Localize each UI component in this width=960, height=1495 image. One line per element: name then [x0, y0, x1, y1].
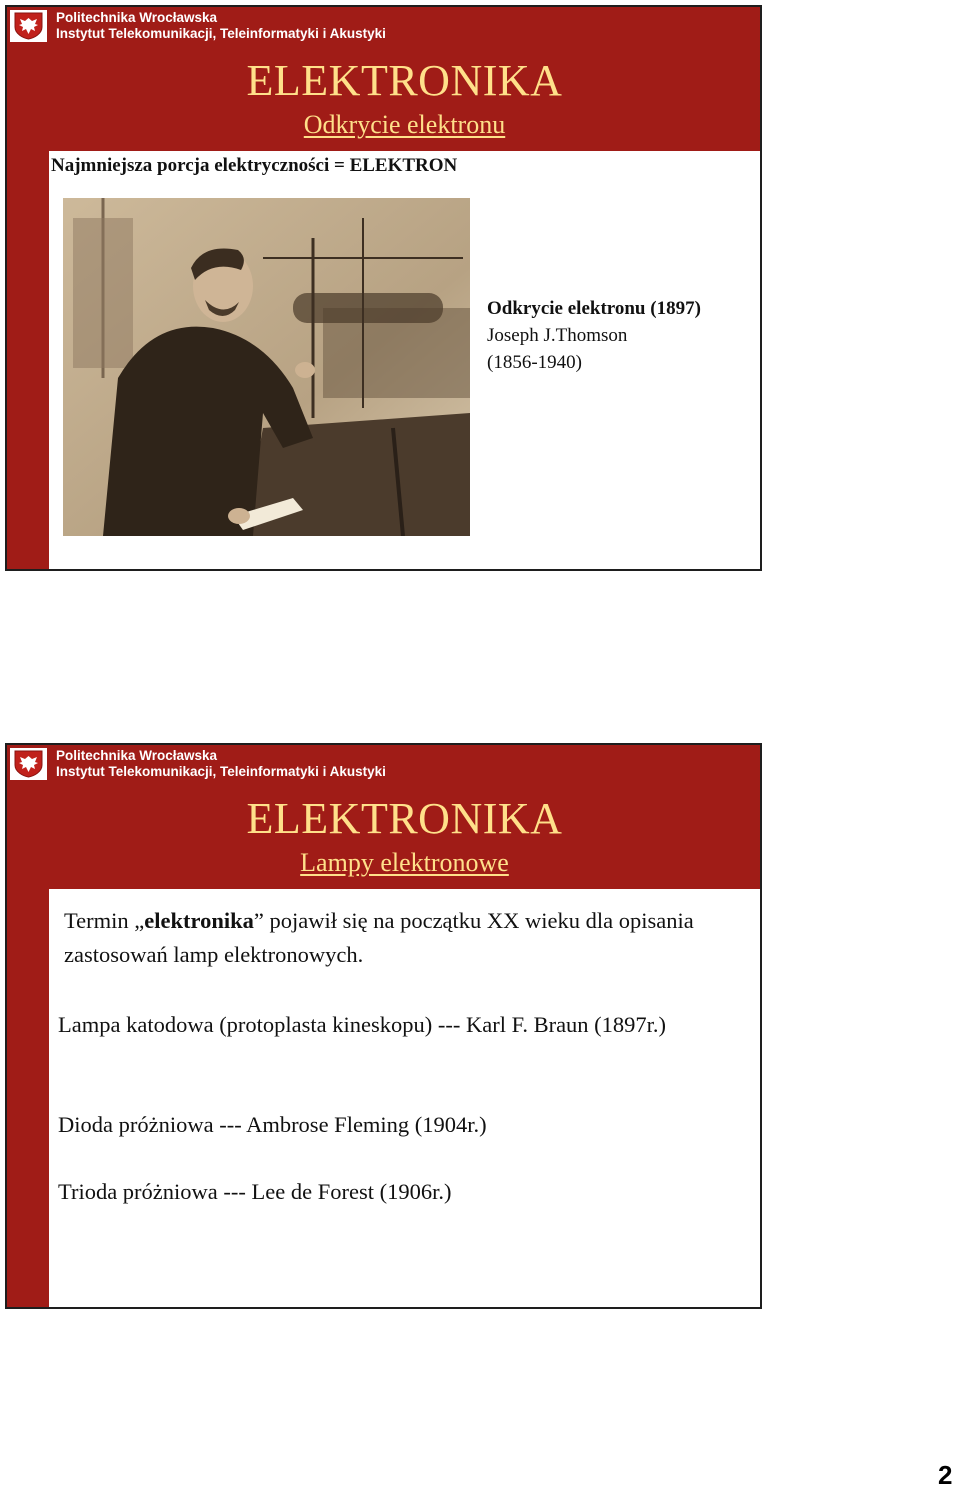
term-highlight: elektronika [144, 908, 254, 933]
paragraph-vacuum-diode: Dioda próżniowa --- Ambrose Fleming (1904r.) [58, 1112, 487, 1137]
slide-subtitle: Odkrycie elektronu [303, 110, 506, 139]
paragraph-term-definition [64, 904, 724, 972]
slide-header-bar [7, 745, 760, 782]
lead-statement: Najmniejsza porcja elektryczności = ELEKTRON [51, 155, 458, 176]
slide-title: ELEKTRONIKA [246, 794, 563, 843]
caption-discovery: Odkrycie elektronu (1897) [487, 298, 701, 319]
eagle-crest-icon [14, 750, 43, 778]
university-logo [10, 748, 47, 780]
eagle-crest-icon [14, 12, 43, 40]
university-name: Politechnika Wrocławska [56, 10, 218, 25]
institute-name: Instytut Telekomunikacji, Teleinformatyki i Akustyki [56, 764, 386, 779]
university-name: Politechnika Wrocławska [56, 748, 218, 763]
slide-header-bar [7, 7, 760, 44]
page-number: 2 [938, 1460, 953, 1490]
slide-sidebar [7, 745, 49, 1307]
caption-years: (1856-1940) [487, 352, 582, 373]
slide-sidebar [7, 7, 49, 569]
slide-subtitle: Lampy elektronowe [300, 848, 509, 877]
photo-caption [487, 295, 701, 376]
thomson-photo [63, 198, 470, 536]
paragraph-cathode-tube: Lampa katodowa (protoplasta kineskopu) --- Karl F. Braun (1897r.) [58, 1012, 667, 1037]
title-band [49, 44, 760, 151]
institution-header [56, 10, 386, 42]
term-prefix: Termin „ [64, 908, 145, 933]
term-suffix: ” pojawił się na początku XX wieku dla opisania zastosowań lamp elektronowych. [64, 908, 694, 967]
institution-header [56, 748, 386, 780]
university-logo [10, 10, 47, 42]
caption-person: Joseph J.Thomson [487, 325, 628, 346]
slide-title: ELEKTRONIKA [246, 56, 563, 105]
title-band [49, 782, 760, 889]
paragraph-vacuum-triode: Trioda próżniowa --- Lee de Forest (1906r.) [58, 1179, 452, 1204]
institute-name: Instytut Telekomunikacji, Teleinformatyki i Akustyki [56, 26, 386, 41]
